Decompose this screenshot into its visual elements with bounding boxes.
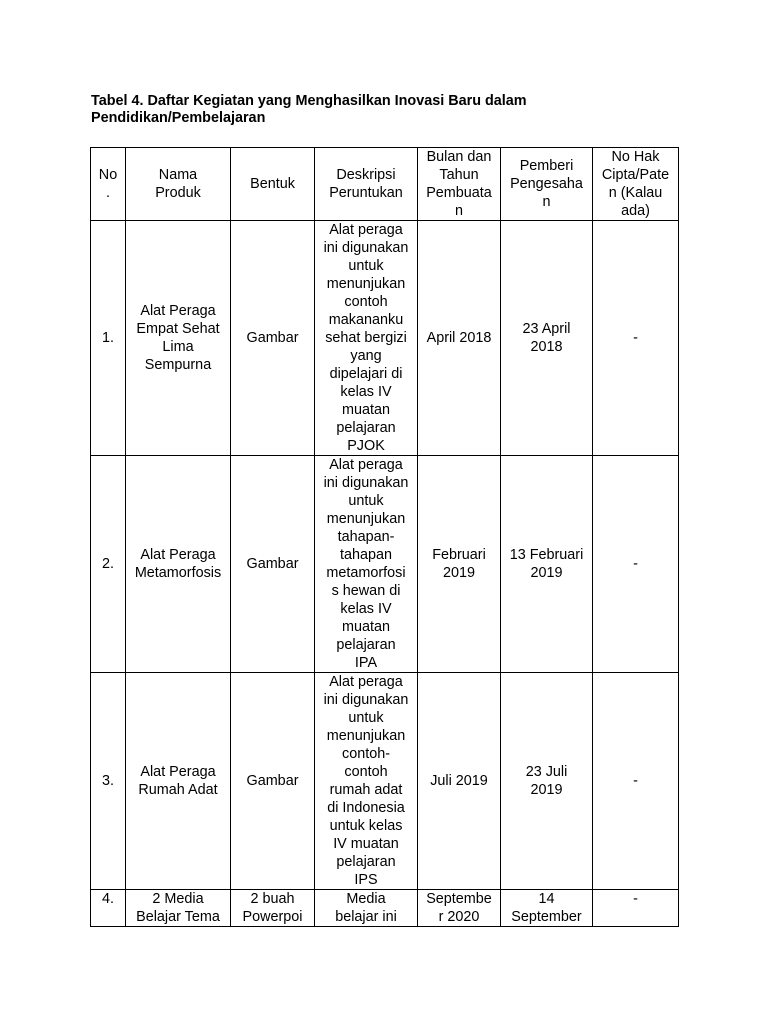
- cell-line: menunjukan: [326, 728, 406, 744]
- cell-line: n: [542, 194, 551, 210]
- cell-line: tahapan: [339, 547, 393, 563]
- cell-line: rumah adat: [329, 782, 403, 798]
- table-row: [91, 456, 679, 673]
- cell-line: Pengesaha: [510, 176, 583, 192]
- cell-bentuk: [231, 673, 315, 890]
- cell-line: Deskripsi: [336, 167, 396, 183]
- cell-line: Februari: [432, 547, 486, 563]
- caption-line-2: Pendidikan/Pembelajaran: [91, 110, 266, 126]
- cell-line: PJOK: [347, 438, 385, 454]
- cell-no: 2.: [91, 456, 126, 673]
- cell-line: Pemberi: [519, 158, 574, 174]
- cell-line: Septembe: [426, 891, 492, 907]
- cell-line: Alat peraga: [329, 674, 403, 690]
- cell-line: Alat Peraga: [140, 303, 216, 319]
- header-no-hak-cipta: [593, 148, 679, 221]
- cell-bentuk: [231, 890, 315, 927]
- cell-line: contoh-: [342, 746, 390, 762]
- cell-line: kelas IV: [340, 384, 392, 400]
- cell-line: makananku: [328, 312, 404, 328]
- cell-line: untuk: [348, 258, 384, 274]
- cell-line: Nama: [158, 167, 198, 183]
- cell-line: yang: [350, 348, 382, 364]
- cell-nama-produk: [126, 673, 231, 890]
- cell-no: 4.: [91, 890, 126, 927]
- cell-line: untuk: [348, 710, 384, 726]
- cell-line: No: [98, 167, 118, 183]
- cell-line: menunjukan: [326, 276, 406, 292]
- cell-pemberi-pengesahan: [501, 890, 593, 927]
- cell-line: untuk kelas: [329, 818, 403, 834]
- cell-deskripsi: [315, 456, 418, 673]
- table-row: [91, 673, 679, 890]
- cell-line: pelajaran: [336, 854, 396, 870]
- cell-line: di Indonesia: [327, 800, 405, 816]
- cell-nama-produk: [126, 221, 231, 456]
- cell-line: menunjukan: [326, 511, 406, 527]
- cell-line: Pembuata: [426, 185, 492, 201]
- cell-line: 2019: [530, 782, 563, 798]
- cell-line: Powerpoi: [242, 909, 303, 925]
- cell-no: 1.: [91, 221, 126, 456]
- cell-line: untuk: [348, 493, 384, 509]
- header-pemberi-pengesahan: [501, 148, 593, 221]
- cell-line: Metamorfosis: [134, 565, 222, 581]
- cell-line: No Hak: [611, 149, 660, 165]
- cell-deskripsi: [315, 673, 418, 890]
- cell-line: Juli 2019: [430, 773, 488, 789]
- cell-line: Produk: [155, 185, 201, 201]
- cell-line: Sempurna: [144, 357, 212, 373]
- cell-line: Peruntukan: [329, 185, 403, 201]
- cell-line: 2018: [530, 339, 563, 355]
- cell-line: dipelajari di: [329, 366, 403, 382]
- cell-line: September: [511, 909, 582, 925]
- cell-line: Empat Sehat: [136, 321, 220, 337]
- cell-line: 2 buah: [250, 891, 295, 907]
- cell-line: muatan: [342, 619, 390, 635]
- cell-bulan-tahun: [418, 456, 501, 673]
- cell-line: Gambar: [246, 330, 299, 346]
- innovation-table: [90, 147, 679, 927]
- header-nama-produk: [126, 148, 231, 221]
- cell-no-hak: -: [593, 456, 679, 673]
- cell-bulan-tahun: [418, 221, 501, 456]
- cell-line: pelajaran: [336, 637, 396, 653]
- cell-line: IPS: [354, 872, 378, 888]
- cell-bentuk: [231, 456, 315, 673]
- cell-line: r 2020: [438, 909, 480, 925]
- cell-line: Rumah Adat: [138, 782, 218, 798]
- cell-line: n (Kalau: [608, 185, 663, 201]
- cell-no-hak: -: [593, 673, 679, 890]
- cell-line: contoh: [344, 294, 388, 310]
- cell-line: metamorfosi: [326, 565, 406, 581]
- cell-pemberi-pengesahan: [501, 221, 593, 456]
- cell-line: 14: [538, 891, 555, 907]
- cell-line: .: [106, 185, 110, 201]
- cell-line: Alat Peraga: [140, 764, 216, 780]
- cell-line: tahapan-: [337, 529, 395, 545]
- cell-line: Belajar Tema: [136, 909, 220, 925]
- cell-line: 2019: [530, 565, 563, 581]
- cell-no-hak: -: [593, 890, 679, 927]
- cell-line: Cipta/Pate: [601, 167, 670, 183]
- header-bentuk: [231, 148, 315, 221]
- cell-line: Gambar: [246, 773, 299, 789]
- cell-line: pelajaran: [336, 420, 396, 436]
- cell-line: Alat peraga: [329, 457, 403, 473]
- cell-line: sehat bergizi: [325, 330, 407, 346]
- cell-line: Gambar: [246, 556, 299, 572]
- table-row: [91, 890, 679, 927]
- cell-line: n: [454, 203, 463, 219]
- cell-line: 2019: [442, 565, 475, 581]
- cell-line: ada): [621, 203, 650, 219]
- cell-line: belajar ini: [335, 909, 397, 925]
- table-caption: [91, 93, 691, 127]
- cell-deskripsi: [315, 221, 418, 456]
- cell-line: 13 Februari: [509, 547, 584, 563]
- cell-line: Media: [346, 891, 386, 907]
- cell-no: 3.: [91, 673, 126, 890]
- cell-line: IPA: [354, 655, 378, 671]
- header-no: [91, 148, 126, 221]
- caption-line-1: Tabel 4. Daftar Kegiatan yang Menghasilkan Inovasi Baru dalam: [91, 93, 527, 109]
- cell-pemberi-pengesahan: [501, 673, 593, 890]
- table-row: [91, 221, 679, 456]
- cell-line: 2 Media: [152, 891, 204, 907]
- cell-line: contoh: [344, 764, 388, 780]
- cell-line: Bulan dan: [426, 149, 492, 165]
- header-bulan-tahun: [418, 148, 501, 221]
- cell-line: ini digunakan: [323, 692, 409, 708]
- cell-bulan-tahun: [418, 673, 501, 890]
- cell-line: ini digunakan: [323, 475, 409, 491]
- cell-line: Lima: [162, 339, 194, 355]
- cell-nama-produk: [126, 456, 231, 673]
- cell-line: IV muatan: [333, 836, 399, 852]
- cell-nama-produk: [126, 890, 231, 927]
- cell-line: Alat Peraga: [140, 547, 216, 563]
- cell-line: kelas IV: [340, 601, 392, 617]
- cell-bulan-tahun: [418, 890, 501, 927]
- cell-line: 23 Juli: [525, 764, 568, 780]
- cell-bentuk: [231, 221, 315, 456]
- cell-line: Bentuk: [250, 176, 295, 192]
- cell-line: muatan: [342, 402, 390, 418]
- cell-line: s hewan di: [331, 583, 401, 599]
- cell-deskripsi: [315, 890, 418, 927]
- header-row: [91, 148, 679, 221]
- cell-line: ini digunakan: [323, 240, 409, 256]
- cell-line: 23 April: [522, 321, 571, 337]
- cell-line: Tahun: [439, 167, 479, 183]
- header-deskripsi: [315, 148, 418, 221]
- cell-line: April 2018: [426, 330, 492, 346]
- cell-pemberi-pengesahan: [501, 456, 593, 673]
- cell-line: Alat peraga: [329, 222, 403, 238]
- cell-no-hak: -: [593, 221, 679, 456]
